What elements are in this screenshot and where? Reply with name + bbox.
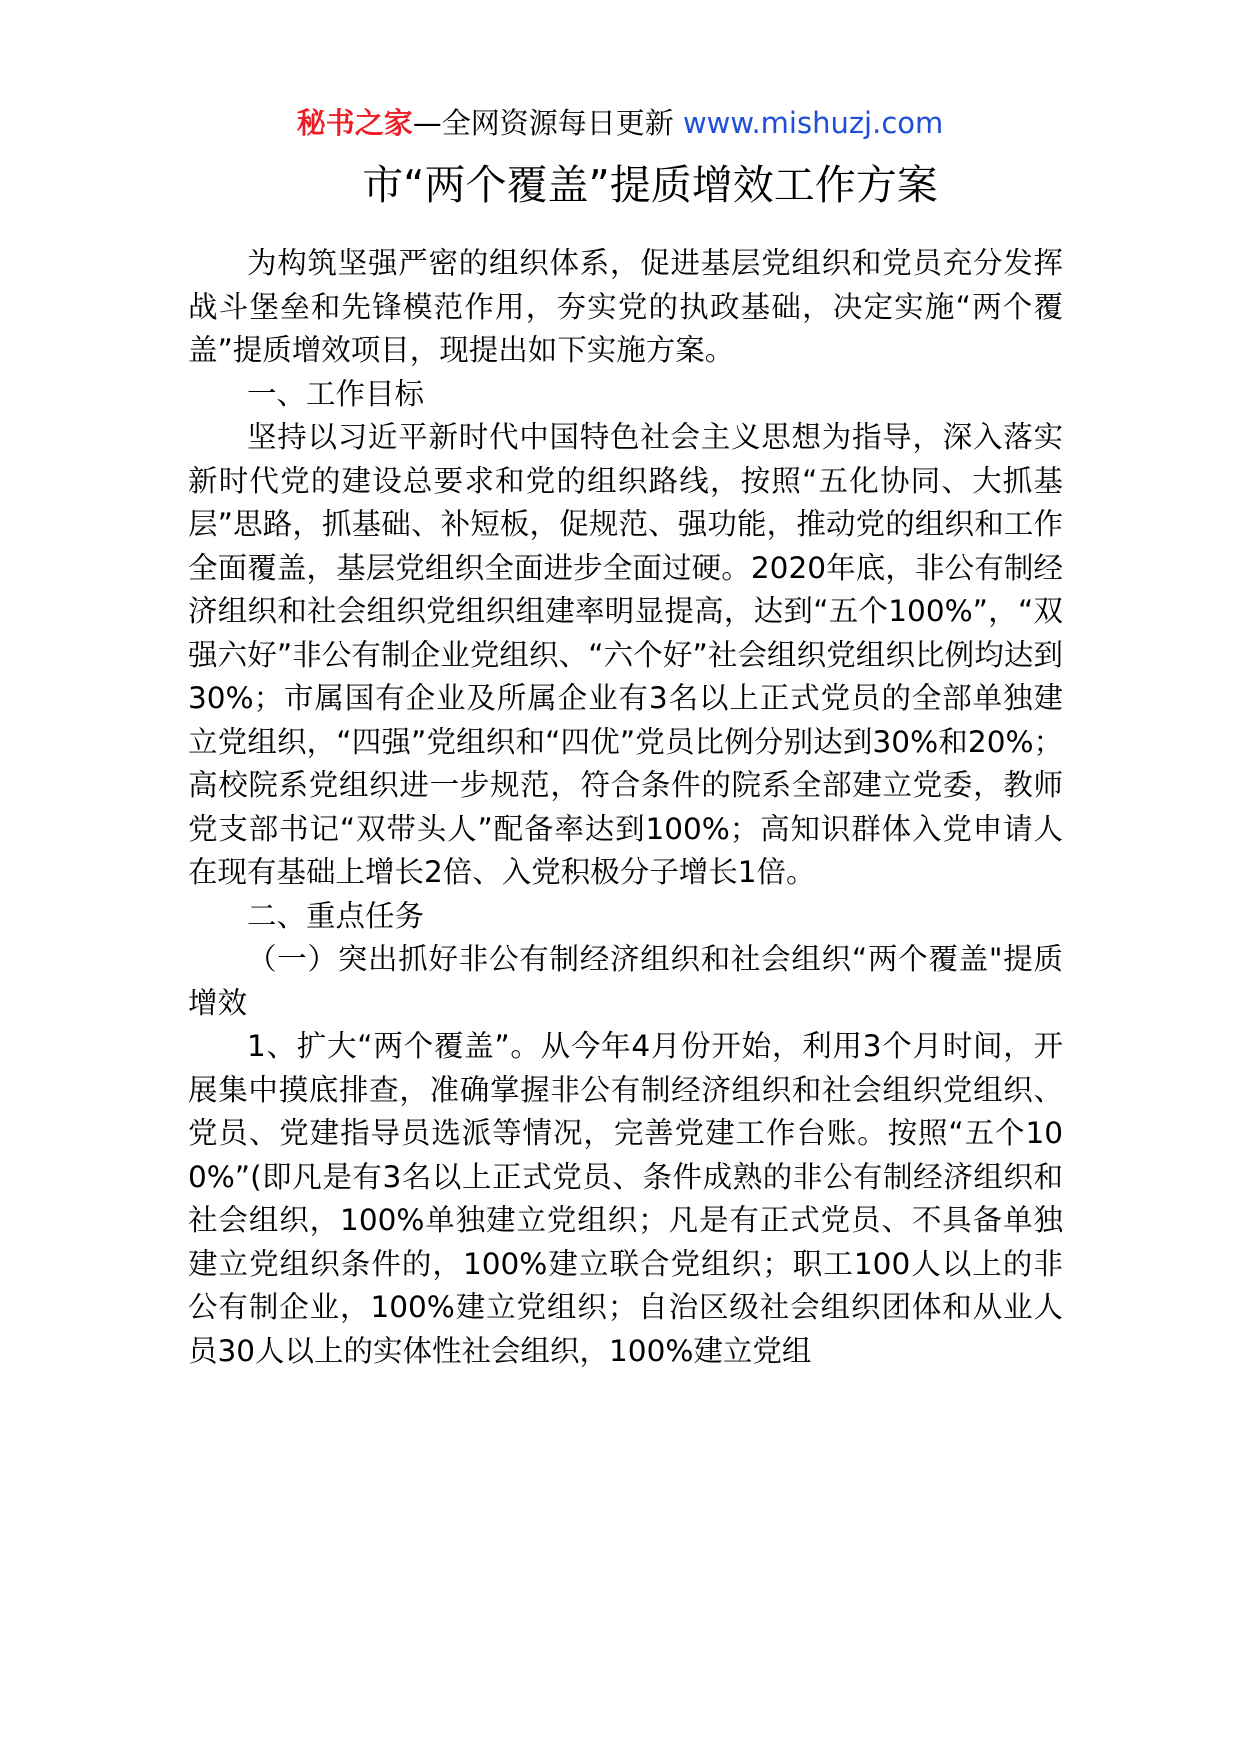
site-slogan: —全网资源每日更新 bbox=[412, 106, 674, 140]
subsection-heading-1: （一）突出抓好非公有制经济组织和社会组织“两个覆盖"提质增效 bbox=[188, 942, 1063, 1020]
document-title: 市“两个覆盖”提质增效工作方案 bbox=[362, 161, 938, 209]
site-header bbox=[0, 103, 1240, 143]
site-url-link[interactable]: www.mishuzj.com bbox=[682, 106, 944, 140]
document-body bbox=[188, 242, 1063, 1373]
task-paragraph-1: 1、扩大“两个覆盖”。从今年4月份开始，利用3个月时间，开展集中摸底排查，准确掌握非公有制经济组织和社会组织党组织、党员、党建指导员选派等情况，完善党建工作台账。按照“五个100%”(即凡是有3名以上正式党员、条件成熟的非公有制经济组织和社会组织，100%单独建立党组织；凡是有正式党员、不具备单独建立党组织条件的，100%建立联合党组织；职工100人以上的非公有制企业，100%建立党组织；自治区级社会组织团体和从业人员30人以上的实体性社会组织，100%建立党组 bbox=[188, 1029, 1063, 1368]
goals-paragraph: 坚持以习近平新时代中国特色社会主义思想为指导，深入落实新时代党的建设总要求和党的组织路线，按照“五化协同、大抓基层”思路，抓基础、补短板，促规范、强功能，推动党的组织和工作全面覆盖，基层党组织全面进步全面过硬。2020年底，非公有制经济组织和社会组织党组织组建率明显提高，达到“五个100%”，“双强六好”非公有制企业党组织、“六个好”社会组织党组织比例均达到30%；市属国有企业及所属企业有3名以上正式党员的全部单独建立党组织，“四强”党组织和“四优”党员比例分别达到30%和20%；高校院系党组织进一步规范，符合条件的院系全部建立党委，教师党支部书记“双带头人”配备率达到100%；高知识群体入党申请人在现有基础上增长2倍、入党积极分子增长1倍。 bbox=[188, 420, 1063, 889]
section-heading-tasks: 二、重点任务 bbox=[247, 898, 425, 933]
intro-paragraph: 为构筑坚强严密的组织体系，促进基层党组织和党员充分发挥战斗堡垒和先锋模范作用，夯实党的执政基础，决定实施“两个覆盖”提质增效项目，现提出如下实施方案。 bbox=[188, 246, 1063, 367]
site-brand: 秘书之家 bbox=[296, 106, 413, 140]
section-heading-goals: 一、工作目标 bbox=[247, 376, 425, 411]
